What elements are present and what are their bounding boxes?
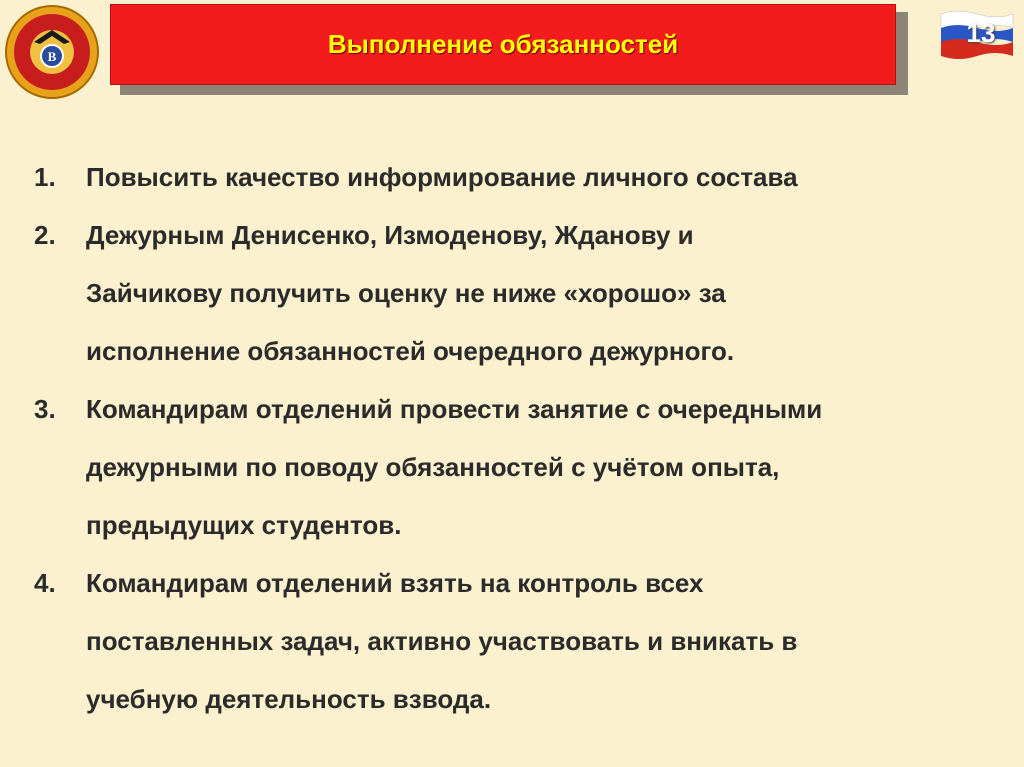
list-item	[34, 206, 994, 380]
item-text: Повысить качество информирование личного состава	[86, 162, 798, 192]
slide-number: 13	[966, 18, 996, 48]
item-text: Командирам отделений взять на контроль всех поставленных задач, активно участвовать и вникать в учебную деятельность взвода.	[86, 568, 798, 714]
list-item	[34, 554, 994, 728]
item-text: Дежурным Денисенко, Измоденову, Жданову и Зайчикову получить оценку не ниже «хорошо» за исполнение обязанностей очередного дежурного.	[86, 220, 735, 366]
item-number: 3.	[34, 394, 56, 424]
emblem-icon	[4, 4, 100, 100]
title-banner	[110, 4, 896, 85]
item-text: Командирам отделений провести занятие с очередными дежурными по поводу обязанностей с учётом опыта, предыдущих студентов.	[86, 394, 823, 540]
page-title: Выполнение обязанностей	[327, 29, 679, 59]
item-number: 2.	[34, 220, 56, 250]
item-number: 1.	[34, 162, 56, 192]
item-number: 4.	[34, 568, 56, 598]
task-list	[34, 148, 994, 728]
list-item	[34, 380, 994, 554]
list-item	[34, 148, 994, 206]
svg-text:B: B	[47, 49, 57, 64]
